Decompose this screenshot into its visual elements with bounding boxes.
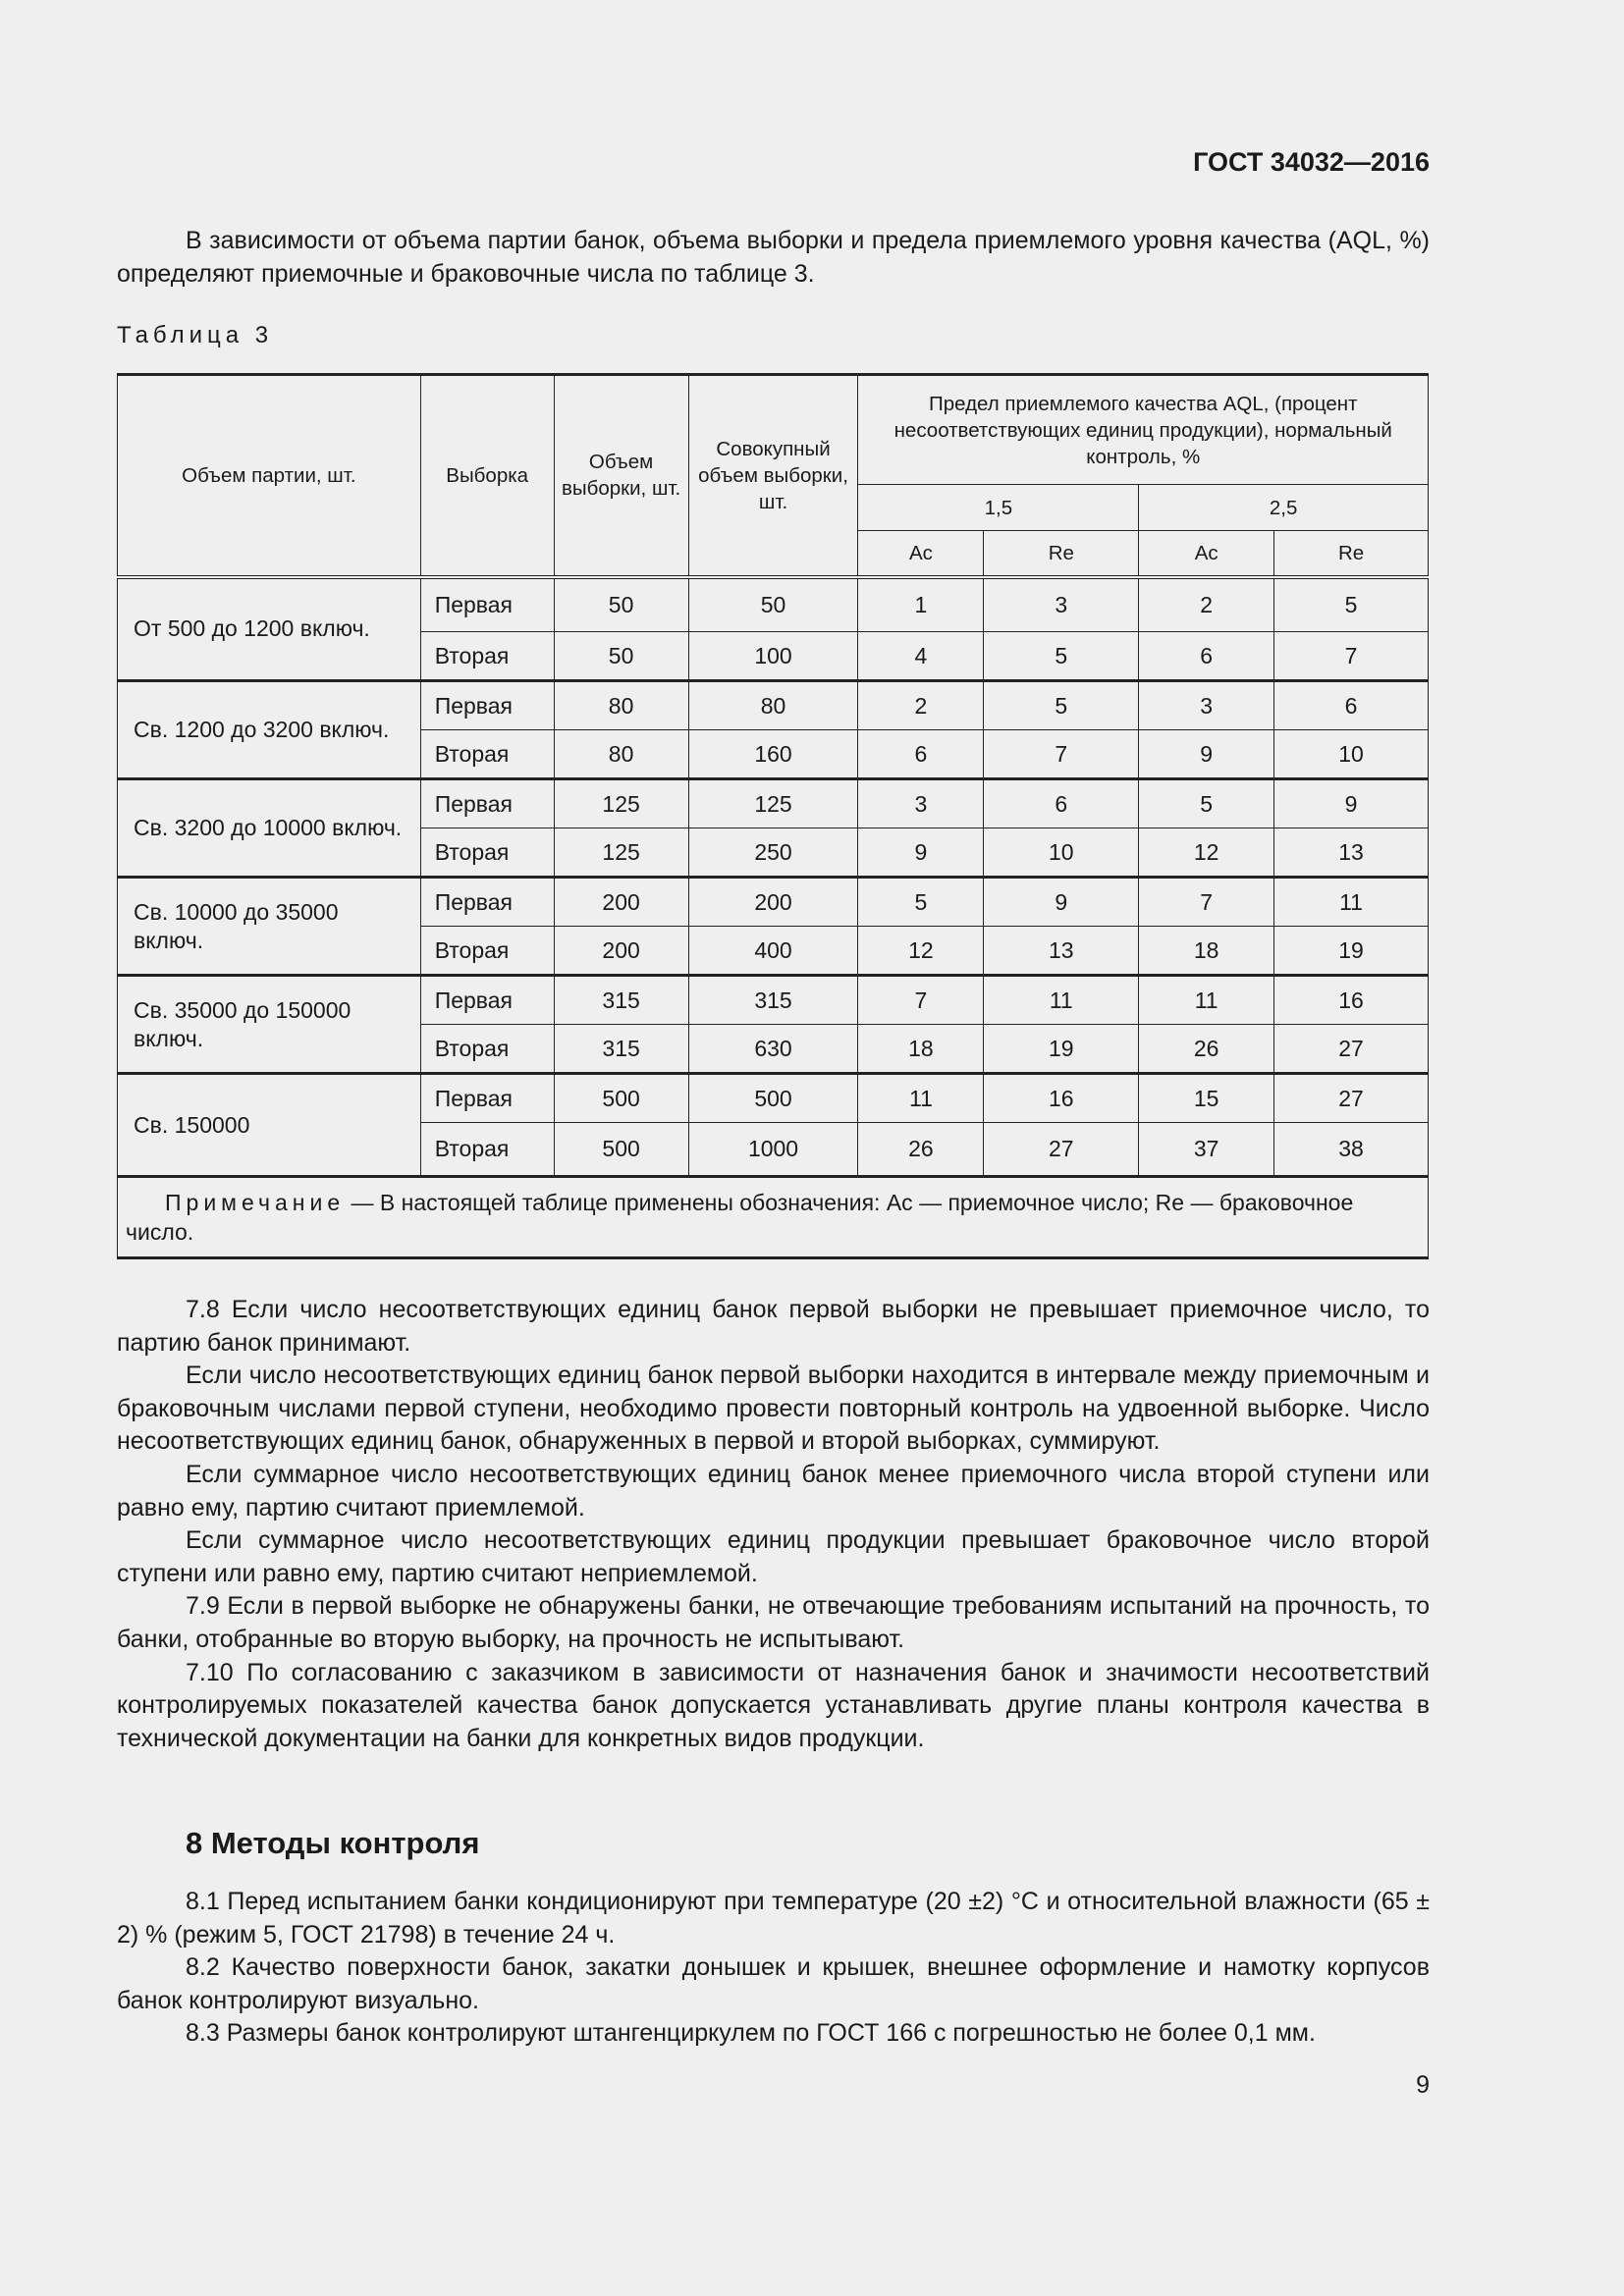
table-row: [118, 577, 1429, 632]
re-1-5-cell: 7: [984, 730, 1139, 779]
re-2-5-cell: 16: [1274, 976, 1429, 1025]
paragraph: Если число несоответствующих единиц банок первой выборки находится в интервале между приемочным и браковочным числами первой ступени, необходимо провести повторный контроль на удвоенной выборке. Число несоответствующих единиц банок, обнаруженных в первой и второй выборках, суммируют.: [117, 1362, 1430, 1456]
header-sample-size: Объем выборки, шт.: [554, 375, 688, 577]
sample-cell: Вторая: [420, 927, 554, 976]
sample-size-cell: 80: [554, 730, 688, 779]
sample-size-cell: 200: [554, 927, 688, 976]
ac-2-5-cell: 18: [1139, 927, 1274, 976]
header-lot: Объем партии, шт.: [118, 375, 421, 577]
lot-size-cell: Св. 35000 до 150000 включ.: [118, 976, 421, 1074]
ac-2-5-cell: 12: [1139, 828, 1274, 878]
cumulative-cell: 315: [688, 976, 858, 1025]
ac-2-5-cell: 9: [1139, 730, 1274, 779]
lot-size-cell: Св. 3200 до 10000 включ.: [118, 779, 421, 878]
sample-cell: Первая: [420, 976, 554, 1025]
cumulative-cell: 500: [688, 1074, 858, 1123]
cumulative-cell: 400: [688, 927, 858, 976]
cumulative-cell: 160: [688, 730, 858, 779]
paragraph: Если суммарное число несоответствующих единиц банок менее приемочного числа второй ступени или равно ему, партию считают приемлемой.: [117, 1460, 1430, 1522]
lot-size-cell: Св. 10000 до 35000 включ.: [118, 878, 421, 976]
re-1-5-cell: 16: [984, 1074, 1139, 1123]
re-1-5-cell: 11: [984, 976, 1139, 1025]
table-row: [118, 681, 1429, 730]
paragraph: 7.9 Если в первой выборке не обнаружены банки, не отвечающие требованиям испытаний на прочность, то банки, отобранные во вторую выборку, на прочность не испытывают.: [117, 1592, 1430, 1653]
re-2-5-cell: 5: [1274, 577, 1429, 632]
paragraph: 8.3 Размеры банок контролируют штангенциркулем по ГОСТ 166 с погрешностью не более 0,1 мм.: [186, 2019, 1316, 2048]
ac-1-5-cell: 1: [858, 577, 984, 632]
sample-cell: Первая: [420, 878, 554, 927]
table-row: [118, 779, 1429, 828]
sample-cell: Вторая: [420, 1025, 554, 1074]
header-aql: Предел приемлемого качества AQL, (процент несоответствующих единиц продукции), нормальный контроль, %: [858, 375, 1429, 485]
header-aql-1-5: 1,5: [858, 485, 1139, 531]
ac-1-5-cell: 3: [858, 779, 984, 828]
intro-paragraph: [117, 225, 1430, 291]
re-1-5-cell: 10: [984, 828, 1139, 878]
section-heading: 8 Методы контроля: [186, 1826, 480, 1860]
re-2-5-cell: 13: [1274, 828, 1429, 878]
re-2-5-cell: 10: [1274, 730, 1429, 779]
sample-size-cell: 315: [554, 1025, 688, 1074]
sample-size-cell: 315: [554, 976, 688, 1025]
header-ac: Ac: [1139, 531, 1274, 577]
ac-1-5-cell: 18: [858, 1025, 984, 1074]
ac-1-5-cell: 2: [858, 681, 984, 730]
paragraph: 8.1 Перед испытанием банки кондиционируют при температуре (20 ±2) °С и относительной влажности (65 ± 2) % (режим 5, ГОСТ 21798) в течение 24 ч.: [117, 1888, 1430, 1949]
ac-1-5-cell: 11: [858, 1074, 984, 1123]
table-note: [118, 1177, 1429, 1258]
header-re: Re: [984, 531, 1139, 577]
sample-size-cell: 500: [554, 1074, 688, 1123]
cumulative-cell: 80: [688, 681, 858, 730]
cumulative-cell: 50: [688, 577, 858, 632]
re-2-5-cell: 6: [1274, 681, 1429, 730]
header-ac: Ac: [858, 531, 984, 577]
paragraph: 8.2 Качество поверхности банок, закатки донышек и крышек, внешнее оформление и намотку корпусов банок контролируют визуально.: [117, 1953, 1430, 2014]
paragraph: 7.10 По согласованию с заказчиком в зависимости от назначения банок и значимости несоответствий контролируемых показателей качества банок допускается устанавливать другие планы контроля качества в технической документации на банки для конкретных видов продукции.: [117, 1658, 1430, 1752]
ac-2-5-cell: 3: [1139, 681, 1274, 730]
re-2-5-cell: 7: [1274, 632, 1429, 681]
sample-size-cell: 200: [554, 878, 688, 927]
lot-size-cell: Св. 1200 до 3200 включ.: [118, 681, 421, 779]
paragraph: Если суммарное число несоответствующих единиц продукции превышает браковочное число второй ступени или равно ему, партию считают неприемлемой.: [117, 1526, 1430, 1587]
sample-size-cell: 50: [554, 632, 688, 681]
cumulative-cell: 630: [688, 1025, 858, 1074]
cumulative-cell: 200: [688, 878, 858, 927]
ac-1-5-cell: 5: [858, 878, 984, 927]
re-1-5-cell: 9: [984, 878, 1139, 927]
table-row: [118, 1074, 1429, 1123]
sample-size-cell: 50: [554, 577, 688, 632]
re-1-5-cell: 27: [984, 1123, 1139, 1177]
cumulative-cell: 250: [688, 828, 858, 878]
ac-1-5-cell: 9: [858, 828, 984, 878]
ac-2-5-cell: 5: [1139, 779, 1274, 828]
body-paragraphs: [117, 1294, 1430, 1755]
sample-size-cell: 80: [554, 681, 688, 730]
re-1-5-cell: 5: [984, 632, 1139, 681]
header-re: Re: [1274, 531, 1429, 577]
table-caption: Таблица 3: [117, 322, 274, 348]
acceptance-table: [117, 373, 1429, 1259]
ac-2-5-cell: 7: [1139, 878, 1274, 927]
header-sample: Выборка: [420, 375, 554, 577]
re-2-5-cell: 9: [1274, 779, 1429, 828]
ac-1-5-cell: 26: [858, 1123, 984, 1177]
re-1-5-cell: 5: [984, 681, 1139, 730]
table-row: [118, 976, 1429, 1025]
sample-size-cell: 500: [554, 1123, 688, 1177]
ac-2-5-cell: 6: [1139, 632, 1274, 681]
re-2-5-cell: 19: [1274, 927, 1429, 976]
re-1-5-cell: 6: [984, 779, 1139, 828]
header-aql-2-5: 2,5: [1139, 485, 1429, 531]
intro-text: В зависимости от объема партии банок, объема выборки и предела приемлемого уровня качества (AQL, %) определяют приемочные и браковочные числа по таблице 3.: [117, 227, 1430, 288]
table-row: [118, 878, 1429, 927]
re-2-5-cell: 27: [1274, 1074, 1429, 1123]
lot-size-cell: Св. 150000: [118, 1074, 421, 1177]
lot-size-cell: От 500 до 1200 включ.: [118, 577, 421, 681]
re-1-5-cell: 3: [984, 577, 1139, 632]
sample-cell: Первая: [420, 1074, 554, 1123]
section-paragraphs: [117, 1886, 1430, 2051]
re-2-5-cell: 27: [1274, 1025, 1429, 1074]
paragraph: 7.8 Если число несоответствующих единиц банок первой выборки не превышает приемочное число, то партию банок принимают.: [117, 1296, 1430, 1357]
document-header: ГОСТ 34032—2016: [1193, 147, 1430, 177]
sample-size-cell: 125: [554, 828, 688, 878]
sample-cell: Вторая: [420, 1123, 554, 1177]
ac-2-5-cell: 2: [1139, 577, 1274, 632]
cumulative-cell: 100: [688, 632, 858, 681]
sample-cell: Первая: [420, 681, 554, 730]
ac-1-5-cell: 12: [858, 927, 984, 976]
note-text: — В настоящей таблице применены обозначения: Ac — приемочное число; Re — браковочное число.: [126, 1190, 1354, 1245]
note-label: Примечание: [165, 1190, 346, 1215]
sample-size-cell: 125: [554, 779, 688, 828]
sample-cell: Вторая: [420, 632, 554, 681]
header-cumulative: Совокупный объем выборки, шт.: [688, 375, 858, 577]
sample-cell: Вторая: [420, 828, 554, 878]
re-1-5-cell: 19: [984, 1025, 1139, 1074]
ac-2-5-cell: 26: [1139, 1025, 1274, 1074]
ac-2-5-cell: 11: [1139, 976, 1274, 1025]
cumulative-cell: 125: [688, 779, 858, 828]
cumulative-cell: 1000: [688, 1123, 858, 1177]
page-number: 9: [1416, 2071, 1430, 2099]
re-2-5-cell: 11: [1274, 878, 1429, 927]
sample-cell: Вторая: [420, 730, 554, 779]
ac-2-5-cell: 37: [1139, 1123, 1274, 1177]
sample-cell: Первая: [420, 779, 554, 828]
re-1-5-cell: 13: [984, 927, 1139, 976]
ac-1-5-cell: 7: [858, 976, 984, 1025]
ac-2-5-cell: 15: [1139, 1074, 1274, 1123]
sample-cell: Первая: [420, 577, 554, 632]
re-2-5-cell: 38: [1274, 1123, 1429, 1177]
ac-1-5-cell: 6: [858, 730, 984, 779]
ac-1-5-cell: 4: [858, 632, 984, 681]
